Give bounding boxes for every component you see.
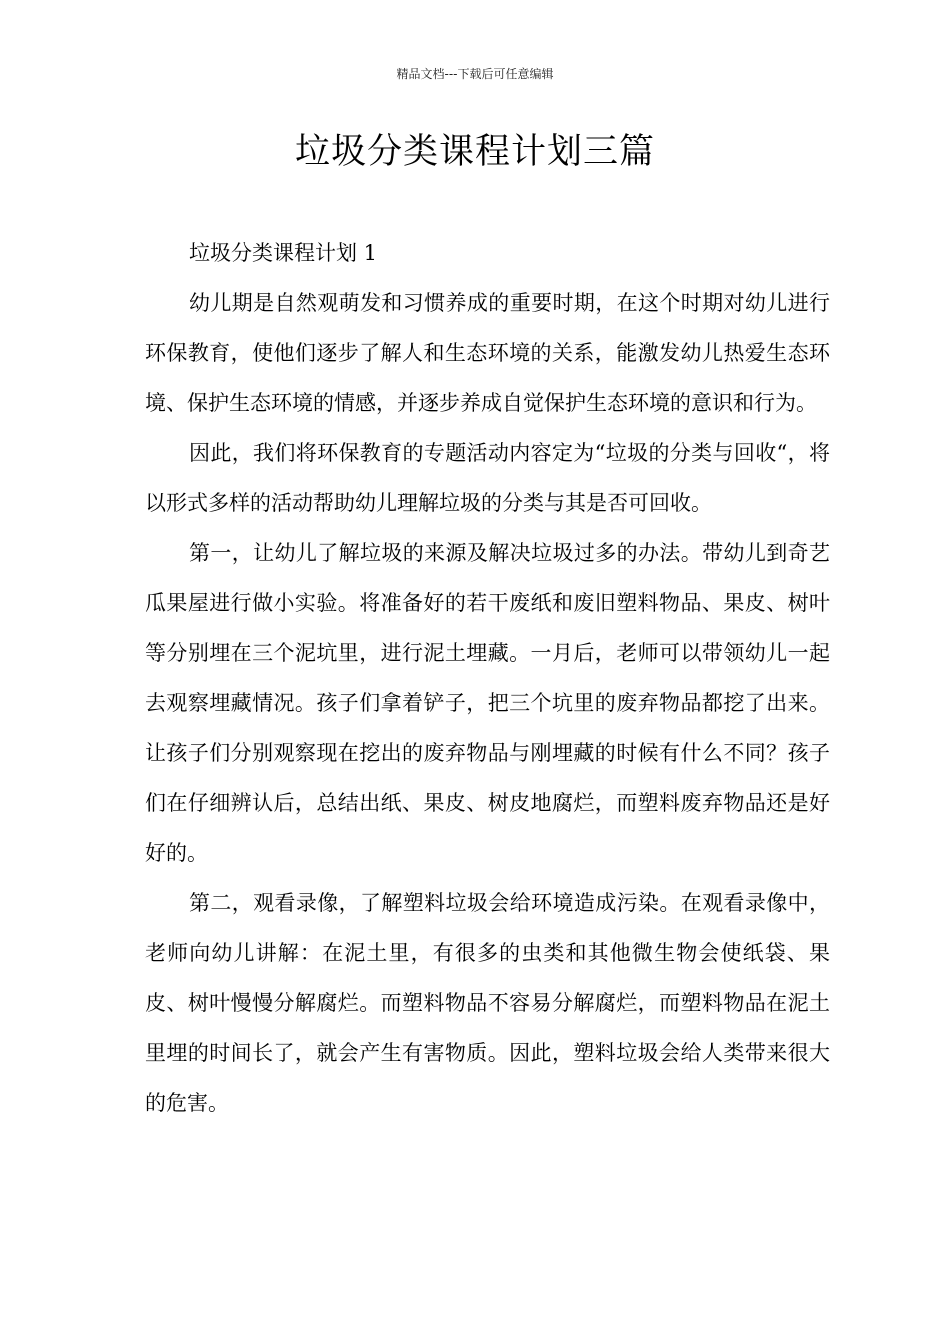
paragraph-2: 因此，我们将环保教育的专题活动内容定为“垃圾的分类与回收“，将以形式多样的活动帮助幼儿理解垃圾的分类与其是否可回收。 bbox=[145, 441, 830, 515]
paragraph-1: 幼儿期是自然观萌发和习惯养成的重要时期，在这个时期对幼儿进行环保教育，使他们逐步了解人和生态环境的关系，能激发幼儿热爱生态环境、保护生态环境的情感，并逐步养成自觉保护生态环境的意识和行为。 bbox=[145, 291, 830, 415]
section-heading: 垃圾分类课程计划 1 bbox=[189, 241, 378, 265]
document-body bbox=[145, 228, 830, 1128]
paragraph-3: 第一，让幼儿了解垃圾的来源及解决垃圾过多的办法。带幼儿到奇艺瓜果屋进行做小实验。将准备好的若干废纸和废旧塑料物品、果皮、树叶等分别埋在三个泥坑里，进行泥土埋藏。一月后，老师可以带领幼儿一起去观察埋藏情况。孩子们拿着铲子，把三个坑里的废弃物品都挖了出来。让孩子们分别观察现在挖出的废弃物品与刚埋藏的时候有什么不同？孩子们在仔细辨认后，总结出纸、果皮、树皮地腐烂，而塑料废弃物品还是好好的。 bbox=[145, 541, 830, 865]
paragraph-4: 第二，观看录像，了解塑料垃圾会给环境造成污染。在观看录像中，老师向幼儿讲解：在泥土里，有很多的虫类和其他微生物会使纸袋、果皮、树叶慢慢分解腐烂。而塑料物品不容易分解腐烂，而塑料物品在泥土里埋的时间长了，就会产生有害物质。因此，塑料垃圾会给人类带来很大的危害。 bbox=[145, 891, 830, 1115]
header-note: 精品文档---下载后可任意编辑 bbox=[396, 67, 554, 81]
document-title: 垃圾分类课程计划三篇 bbox=[294, 132, 655, 172]
